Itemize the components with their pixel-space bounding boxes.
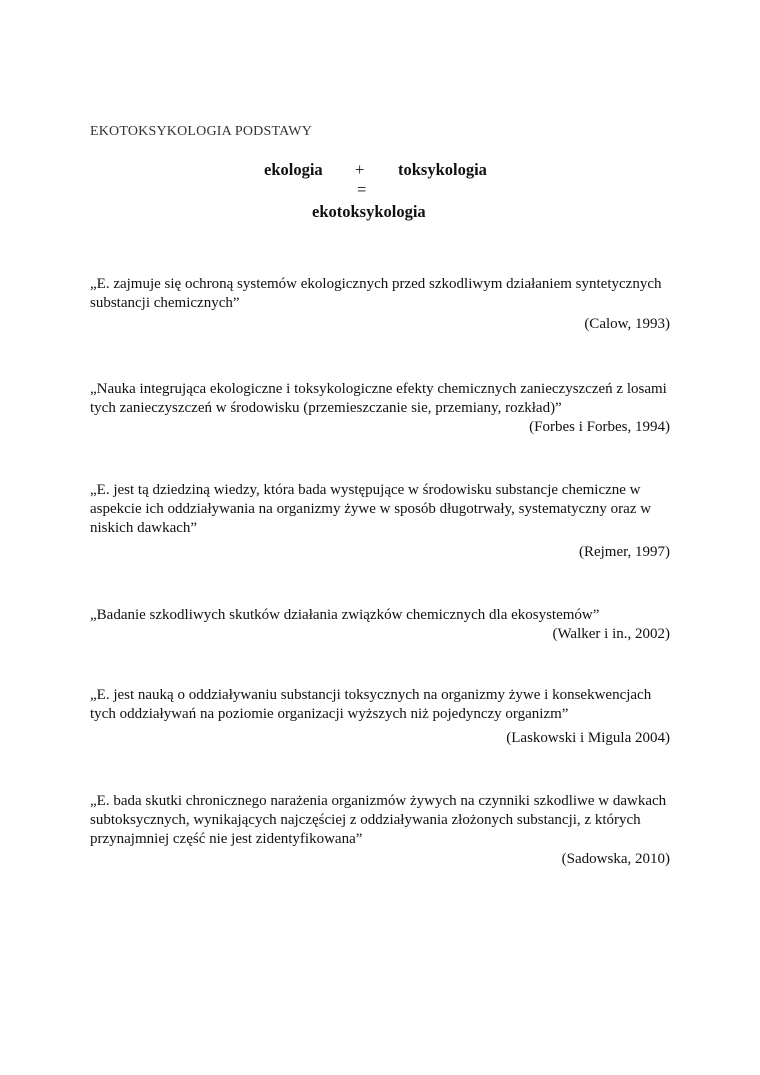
definition-quote: [90, 792, 670, 869]
quote-citation: (Walker i in., 2002): [552, 626, 670, 642]
definitions-list: [90, 275, 670, 869]
quote-text: „E. zajmuje się ochroną systemów ekologicznych przed szkodliwym działaniem syntetycznych substancji chemicznych”: [90, 276, 662, 311]
quote-citation: (Laskowski i Migula 2004): [506, 730, 670, 746]
definition-quote: [90, 275, 670, 334]
definition-quote: [90, 380, 670, 437]
definition-quote: [90, 686, 670, 748]
quote-text: „E. jest nauką o oddziaływaniu substancji toksycznych na organizmy żywe i konsekwencjach tych oddziaływań na poziomie organizacji wyższych niż pojedynczy organizm”: [90, 687, 652, 722]
quote-citation: (Calow, 1993): [584, 316, 670, 332]
quote-text: „E. jest tą dziedziną wiedzy, która bada występujące w środowisku substancje chemiczne w aspekcie ich oddziaływania na organizmy żywe w sposób długotrwały, systematyczny oraz w niskich dawkach”: [90, 482, 652, 536]
quote-citation: (Forbes i Forbes, 1994): [529, 419, 670, 435]
formula-plus-sign: +: [355, 160, 365, 179]
quote-citation: (Sadowska, 2010): [561, 851, 670, 867]
quote-text: „Nauka integrująca ekologiczne i toksykologiczne efekty chemicznych zanieczyszczeń z losami tych zanieczyszczeń w środowisku (przemieszczanie sie, przemiany, rozkład)”: [90, 381, 667, 416]
definition-quote: [90, 481, 670, 562]
quote-text: „E. bada skutki chronicznego narażenia organizmów żywych na czynniki szkodliwe w dawkach subtoksycznych, wynikających najczęściej z oddziaływania złożonych substancji, z których przynajmniej część nie jest zidentyfikowana”: [90, 793, 667, 847]
quote-citation: (Rejmer, 1997): [578, 544, 670, 560]
quote-text: „Badanie szkodliwych skutków działania związków chemicznych dla ekosystemów”: [90, 607, 600, 623]
formula-result-ecotoxicology: ekotoksykologia: [312, 202, 426, 221]
definition-formula: [0, 0, 760, 240]
formula-term-toxicology: toksykologia: [398, 160, 487, 179]
page-title: EKOTOKSYKOLOGIA PODSTAWY: [90, 124, 313, 139]
formula-equals-sign: =: [357, 180, 367, 199]
definition-quote: [90, 606, 670, 644]
formula-term-ecology: ekologia: [264, 160, 323, 179]
